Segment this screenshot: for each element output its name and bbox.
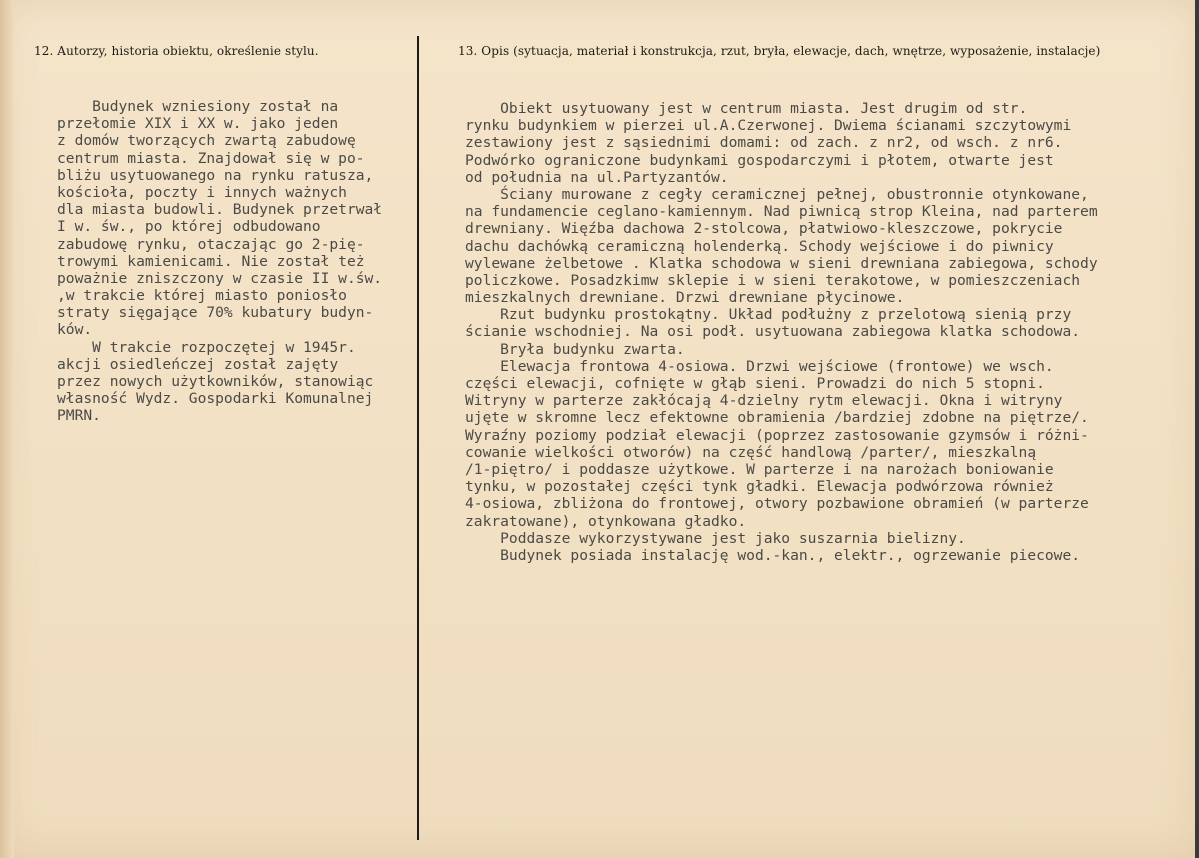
text-line: ,w trakcie której miasto poniosło — [57, 287, 347, 305]
text-line: Ściany murowane z cegły ceramicznej pełnej, obustronnie otynkowane, — [465, 185, 1089, 203]
text-line: akcji osiedleńczej został zajęty — [57, 355, 339, 373]
text-line: W trakcie rozpoczętej w 1945r. — [57, 338, 356, 356]
text-line: przełomie XIX i XX w. jako jeden — [57, 115, 339, 133]
text-line: I w. św., po której odbudowano — [57, 218, 321, 236]
text-line: Witryny w parterze zakłócają 4-dzielny rytm elewacji. Okna i witryny — [465, 392, 1063, 410]
text-line: drewniany. Więźba dachowa 2-stolcowa, płatwiowo-kleszczowe, pokrycie — [465, 220, 1063, 238]
text-line: zestawiony jest z sąsiednimi domami: od zach. z nr2, od wsch. z nr6. — [465, 134, 1063, 152]
section-13-header: 13. Opis (sytuacja, materiał i konstrukcja, rzut, bryła, elewacje, dach, wnętrze, wyposażenie, instalacje) — [458, 44, 1101, 58]
text-line: zakratowane), otynkowana gładko. — [465, 512, 747, 530]
text-line: Obiekt usytuowany jest w centrum miasta. Jest drugim od str. — [465, 100, 1028, 117]
text-line: Rzut budynku prostokątny. Układ podłużny z przelotową sienią przy — [465, 306, 1072, 324]
text-line: centrum miasta. Znajdował się w po- — [57, 149, 365, 167]
text-line: mieszkalnych drewniane. Drzwi drewniane płycinowe. — [465, 289, 905, 307]
text-line: tynku, w pozostałej części tynk gładki. Elewacja podwórzowa również — [465, 478, 1054, 496]
text-line: przez nowych użytkowników, stanowiąc — [57, 373, 374, 390]
text-line: cowanie wielkości otworów) na część handlową /parter/, mieszkalną — [465, 443, 1037, 461]
text-line: policzkowe. Posadzkimw sklepie i w sieni terakotowe, w pomieszczeniach — [465, 271, 1081, 289]
text-line: Bryła budynku zwarta. — [465, 340, 685, 358]
paper-left-edge — [0, 0, 14, 858]
text-line: ujęte w skromne lecz efektowne obramienia /bardziej zdobne na piętrze/. — [465, 409, 1089, 427]
text-line: Wyraźny poziomy podział elewacji (poprzez zastosowanie gzymsów i różni- — [465, 426, 1089, 444]
text-line: Podwórko ograniczone budynkami gospodarczymi i płotem, otwarte jest — [465, 151, 1054, 169]
text-line: na fundamencie ceglano-kamiennym. Nad piwnicą strop Kleina, nad parterem — [465, 203, 1098, 221]
paper-right-edge — [1195, 0, 1199, 858]
section-12-header: 12. Autorzy, historia obiektu, określenie stylu. — [34, 44, 319, 58]
text-line: zabudowę rynku, otaczając go 2-pię- — [57, 235, 365, 253]
section-13-text — [465, 100, 1098, 564]
text-line: ścianie wschodniej. Na osi podł. usytuowana zabiegowa klatka schodowa. — [465, 323, 1081, 341]
text-line: rynku budynkiem w pierzei ul.A.Czerwonej. Dwiema ścianami szczytowymi — [465, 117, 1072, 135]
text-line: z domów tworzących zwartą zabudowę — [57, 132, 356, 150]
text-line: od południa na ul.Partyzantów. — [465, 168, 729, 186]
text-line: Poddasze wykorzystywane jest jako suszarnia bielizny. — [465, 529, 966, 547]
text-line: poważnie zniszczony w czasie II w.św. — [57, 269, 383, 287]
text-line: Budynek wzniesiony został na — [57, 98, 339, 115]
text-line: kościoła, poczty i innych ważnych — [57, 183, 347, 201]
text-line: Budynek posiada instalację wod.-kan., elektr., ogrzewanie piecowe. — [465, 546, 1081, 564]
text-line: dachu dachówką ceramiczną holenderką. Schody wejściowe i do piwnicy — [465, 237, 1054, 255]
text-line: dla miasta budowli. Budynek przetrwał — [57, 201, 383, 219]
text-line: PMRN. — [57, 407, 101, 425]
text-line: 4-osiowa, zbliżona do frontowej, otwory pozbawione obramień (w parterze — [465, 495, 1089, 513]
text-line: Elewacja frontowa 4-osiowa. Drzwi wejściowe (frontowe) we wsch. — [465, 357, 1054, 375]
text-line: bliżu usytuowanego na rynku ratusza, — [57, 166, 374, 184]
text-line: własność Wydz. Gospodarki Komunalnej — [57, 390, 374, 408]
column-divider — [417, 44, 419, 840]
text-line: straty sięgające 70% kubatury budyn- — [57, 304, 374, 322]
text-line: wylewane żelbetowe . Klatka schodowa w sieni drewniana zabiegowa, schody — [465, 254, 1098, 272]
section-12-text — [57, 98, 382, 425]
text-line: trowymi kamienicami. Nie został też — [57, 252, 365, 270]
text-line: części elewacji, cofnięte w głąb sieni. Prowadzi do nich 5 stopni. — [465, 375, 1045, 392]
text-line: /1-piętro/ i poddasze użytkowe. W parterze i na narożach boniowanie — [465, 460, 1054, 478]
text-line: ków. — [57, 321, 93, 339]
